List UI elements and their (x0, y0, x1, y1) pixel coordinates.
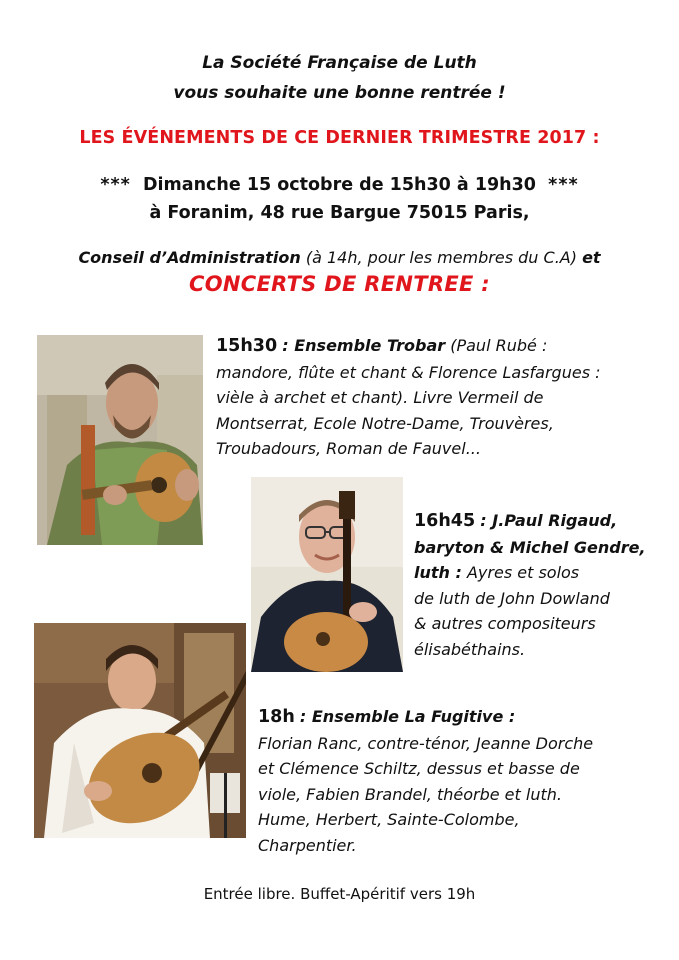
concert-2-line: élisabéthains. (414, 639, 526, 659)
concert-1-line: mandore, flûte et chant & Florence Lasfargues : (216, 362, 601, 382)
concert-1-line: Montserrat, Ecole Notre-Dame, Trouvères, (216, 413, 554, 433)
concert-3-line: viole, Fabien Brandel, théorbe et luth. (258, 784, 562, 804)
headline: LES ÉVÉNEMENTS DE CE DERNIER TRIMESTRE 2017 : (79, 128, 600, 148)
concert-1-time: 15h30 (216, 336, 278, 356)
concert-3-line: Charpentier. (258, 835, 357, 855)
council-line (0, 245, 679, 271)
photo-ensemble-trobar (37, 335, 203, 545)
concert-2-time: 16h45 (414, 511, 476, 531)
concert-2-name: baryton & Michel Gendre, (414, 537, 646, 557)
concerts-title: CONCERTS DE RENTREE : (189, 272, 490, 296)
concert-3-line: Hume, Herbert, Sainte-Colombe, (258, 810, 520, 829)
concert-3-line: Florian Ranc, contre-ténor, Jeanne Dorche (258, 733, 594, 753)
concert-1-name: : Ensemble Trobar (282, 336, 446, 355)
intro-line-2: vous souhaite une bonne rentrée ! (173, 83, 506, 103)
photo-la-fugitive (34, 623, 246, 838)
concert-2-line: de luth de John Dowland (414, 588, 610, 608)
concert-3-time: 18h (258, 707, 295, 727)
event-venue: à Foranim, 48 rue Bargue 75015 Paris, (149, 203, 530, 223)
photo-rigaud-gendre (251, 477, 403, 672)
concert-1-line: (Paul Rubé : (450, 336, 548, 355)
council-and: et (582, 248, 601, 267)
council-detail: (à 14h, pour les membres du C.A) (305, 248, 577, 267)
concert-3-line: et Clémence Schiltz, dessus et basse de (258, 759, 580, 778)
concert-2-name: luth : (414, 563, 462, 582)
event-date-line (0, 172, 679, 199)
concert-2-name: : J.Paul Rigaud, (480, 511, 618, 530)
concert-1-line: Troubadours, Roman de Fauvel... (216, 439, 481, 458)
council-name: Conseil d’Administration (78, 248, 301, 267)
concert-1 (216, 333, 656, 462)
footer-note: Entrée libre. Buffet-Apéritif vers 19h (203, 885, 476, 903)
stars-left: *** (100, 175, 131, 195)
concert-2 (414, 508, 664, 662)
event-date: Dimanche 15 octobre de 15h30 à 19h30 (143, 175, 536, 195)
concert-2-line: Ayres et solos (466, 563, 580, 582)
concert-3-name: : Ensemble La Fugitive : (299, 707, 516, 726)
concert-2-line: & autres compositeurs (414, 614, 596, 633)
concert-3 (258, 704, 658, 858)
intro-line-1: La Société Française de Luth (202, 53, 477, 73)
stars-right: *** (548, 175, 579, 195)
concert-1-line: vièle à archet et chant). Livre Vermeil de (216, 388, 544, 407)
